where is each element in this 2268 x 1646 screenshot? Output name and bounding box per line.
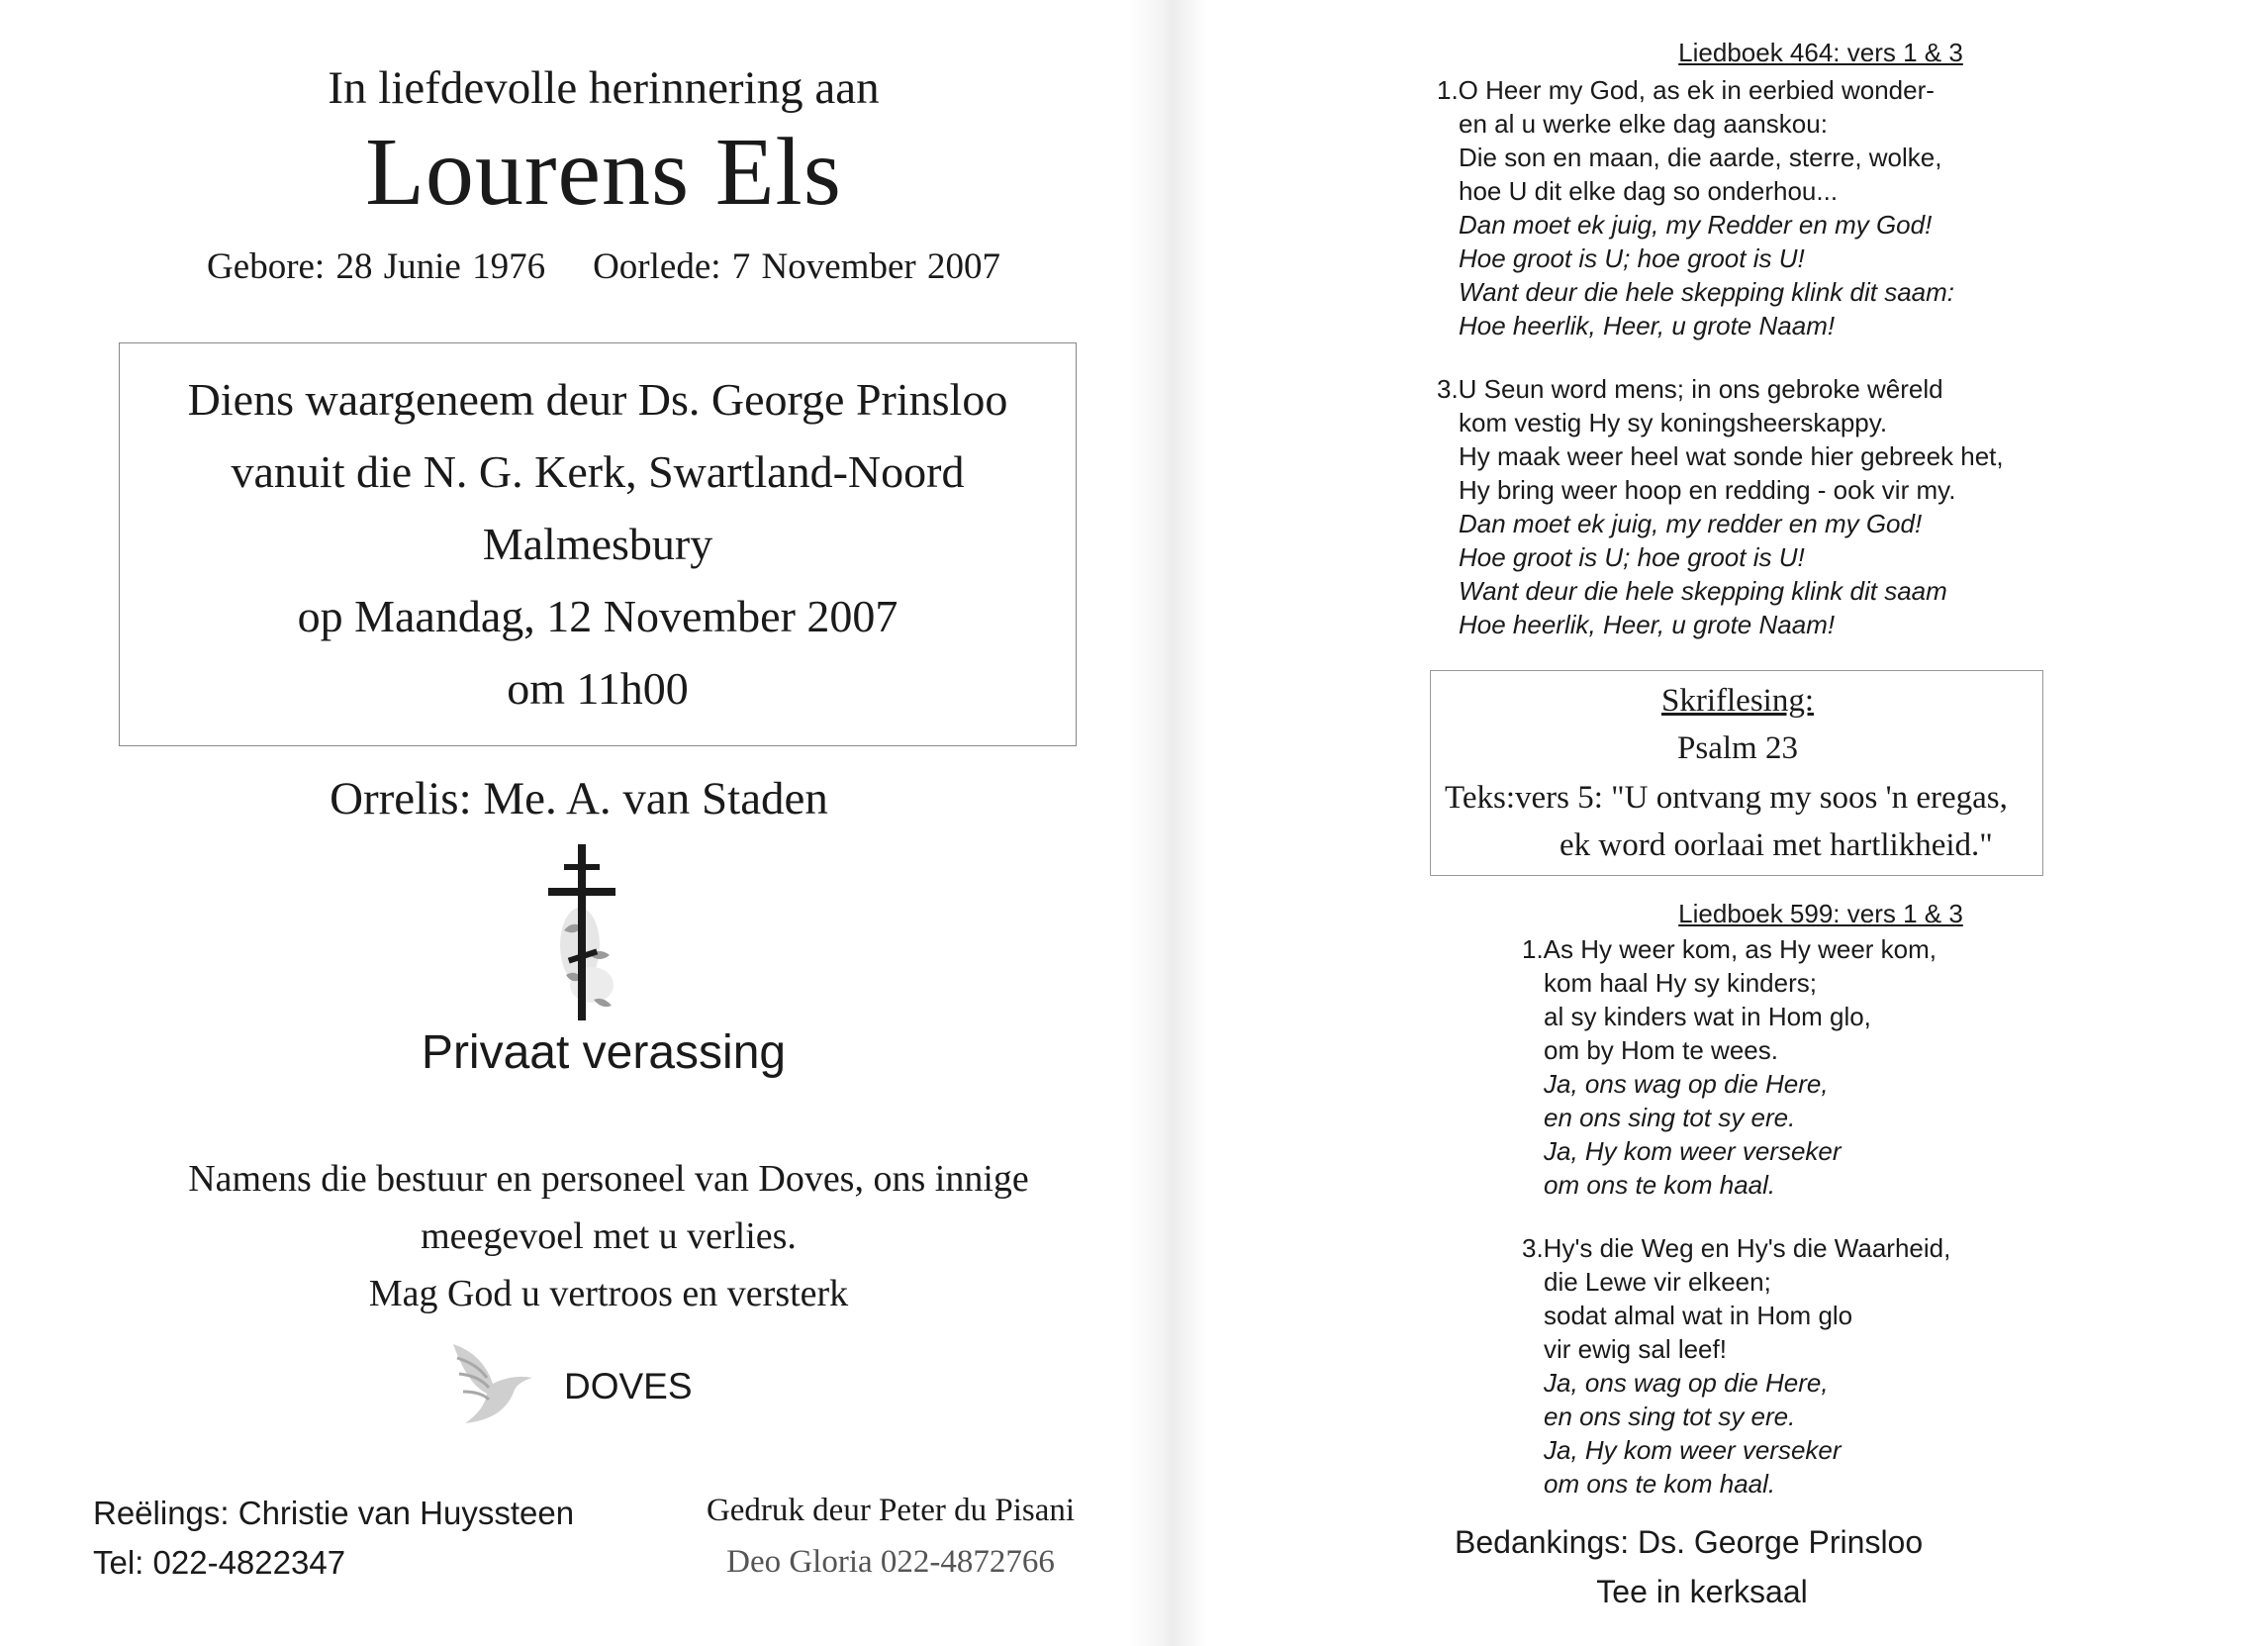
verse-line: 3.Hy's die Weg en Hy's die Waarheid, xyxy=(1522,1233,1951,1263)
chorus-line: Dan moet ek juig, my redder en my God! xyxy=(1459,509,1923,538)
chorus-line: Ja, ons wag op die Here, xyxy=(1544,1368,1829,1398)
dove-logo-icon xyxy=(445,1334,554,1433)
death-date: Oorlede: 7 November 2007 xyxy=(593,246,1000,287)
verse-line: vir ewig sal leef! xyxy=(1544,1334,1727,1364)
intro-line: In liefdevolle herinnering aan xyxy=(328,62,880,114)
service-line: Malmesbury xyxy=(482,519,713,569)
chorus-line: Hoe heerlik, Heer, u grote Naam! xyxy=(1459,610,1836,639)
verse-line: Die son en maan, die aarde, sterre, wolke, xyxy=(1459,143,1942,172)
chorus-line: Ja, Hy kom weer verseker xyxy=(1544,1136,1842,1166)
verse-line: sodat almal wat in Hom glo xyxy=(1544,1301,1853,1330)
verse-line: Hy maak weer heel wat sonde hier gebreek het, xyxy=(1459,441,2004,471)
verse-line: Hy bring weer hoop en redding - ook vir my. xyxy=(1459,475,1956,505)
verse-line: 1.As Hy weer kom, as Hy weer kom, xyxy=(1522,934,1937,964)
hymn-464-verse-3 xyxy=(1437,372,2004,641)
life-dates xyxy=(119,245,1088,288)
condolence-line: Namens die bestuur en personeel van Doves, ons innige xyxy=(188,1158,1029,1200)
chorus-line: om ons te kom haal. xyxy=(1544,1170,1776,1200)
cremation-note: Privaat verassing xyxy=(421,1026,787,1079)
service-line: vanuit die N. G. Kerk, Swartland-Noord xyxy=(231,446,965,497)
verse-line: hoe U dit elke dag so onderhou... xyxy=(1459,176,1839,206)
tea-note: Tee in kerksaal xyxy=(1596,1574,1808,1609)
printer-info xyxy=(653,1485,1128,1588)
hymn-464-verse-1 xyxy=(1437,73,1954,342)
page-fold xyxy=(1128,0,1207,1646)
scripture-reading-title: Skriflesing: xyxy=(1661,683,1814,719)
condolence-line: meegevoel met u verlies. xyxy=(421,1215,797,1257)
verse-line: kom haal Hy sy kinders; xyxy=(1544,968,1817,998)
chorus-line: om ons te kom haal. xyxy=(1544,1469,1776,1499)
chorus-line: Hoe groot is U; hoe groot is U! xyxy=(1459,542,1805,572)
hymn-464-title: Liedboek 464: vers 1 & 3 xyxy=(1678,38,1963,67)
deceased-name: Lourens Els xyxy=(365,119,842,226)
arrangements-contact: Reëlings: Christie van Huyssteen xyxy=(93,1495,575,1531)
chorus-line: en ons sing tot sy ere. xyxy=(1544,1402,1796,1431)
chorus-line: en ons sing tot sy ere. xyxy=(1544,1103,1796,1132)
printer-name: Gedruk deur Peter du Pisani xyxy=(706,1493,1076,1528)
service-line: om 11h00 xyxy=(507,663,689,714)
arrangements-info xyxy=(93,1489,574,1588)
scripture-psalm: Psalm 23 xyxy=(1677,730,1798,766)
chorus-line: Ja, Hy kom weer verseker xyxy=(1544,1435,1842,1465)
verse-line: kom vestig Hy sy koningsheerskappy. xyxy=(1459,408,1888,437)
verse-line: die Lewe vir elkeen; xyxy=(1544,1267,1771,1297)
birth-date: Gebore: 28 Junie 1976 xyxy=(207,246,546,287)
chorus-line: Ja, ons wag op die Here, xyxy=(1544,1069,1829,1099)
organist-line: Orrelis: Me. A. van Staden xyxy=(330,773,828,824)
condolence-message xyxy=(119,1150,1098,1322)
verse-line: 1.O Heer my God, as ek in eerbied wonder- xyxy=(1437,75,1935,105)
scripture-text-line: Teks:vers 5: "U ontvang my soos 'n eregas, xyxy=(1445,780,2008,816)
cross-icon xyxy=(534,836,633,1024)
condolence-line: Mag God u vertroos en versterk xyxy=(368,1273,849,1314)
service-line: op Maandag, 12 November 2007 xyxy=(297,591,898,641)
chorus-line: Want deur die hele skepping klink dit saam xyxy=(1459,576,1947,606)
verse-line: en al u werke elke dag aanskou: xyxy=(1459,109,1828,139)
service-details-box xyxy=(119,342,1077,746)
verse-line: om by Hom te wees. xyxy=(1544,1035,1778,1065)
hymn-599-verse-1 xyxy=(1522,932,1937,1202)
chorus-line: Dan moet ek juig, my Redder en my God! xyxy=(1459,210,1933,240)
chorus-line: Hoe groot is U; hoe groot is U! xyxy=(1459,243,1805,273)
verse-line: al sy kinders wat in Hom glo, xyxy=(1544,1002,1871,1031)
thanks-line: Bedankings: Ds. George Prinsloo xyxy=(1455,1524,1924,1560)
chorus-line: Want deur die hele skepping klink dit saam: xyxy=(1459,277,1955,307)
scripture-text-line: ek word oorlaai met hartlikheid." xyxy=(1559,827,1993,863)
arrangements-tel: Tel: 022-4822347 xyxy=(93,1544,346,1581)
printer-contact: Deo Gloria 022-4872766 xyxy=(726,1544,1055,1580)
chorus-line: Hoe heerlik, Heer, u grote Naam! xyxy=(1459,311,1836,340)
doves-logo-text: DOVES xyxy=(564,1366,693,1406)
hymn-599-title: Liedboek 599: vers 1 & 3 xyxy=(1678,899,1963,928)
service-line: Diens waargeneem deur Ds. George Prinsloo xyxy=(187,374,1008,425)
scripture-reading-box xyxy=(1430,670,2043,876)
verse-line: 3.U Seun word mens; in ons gebroke wêreld xyxy=(1437,374,1943,404)
hymn-599-verse-3 xyxy=(1522,1231,1950,1501)
